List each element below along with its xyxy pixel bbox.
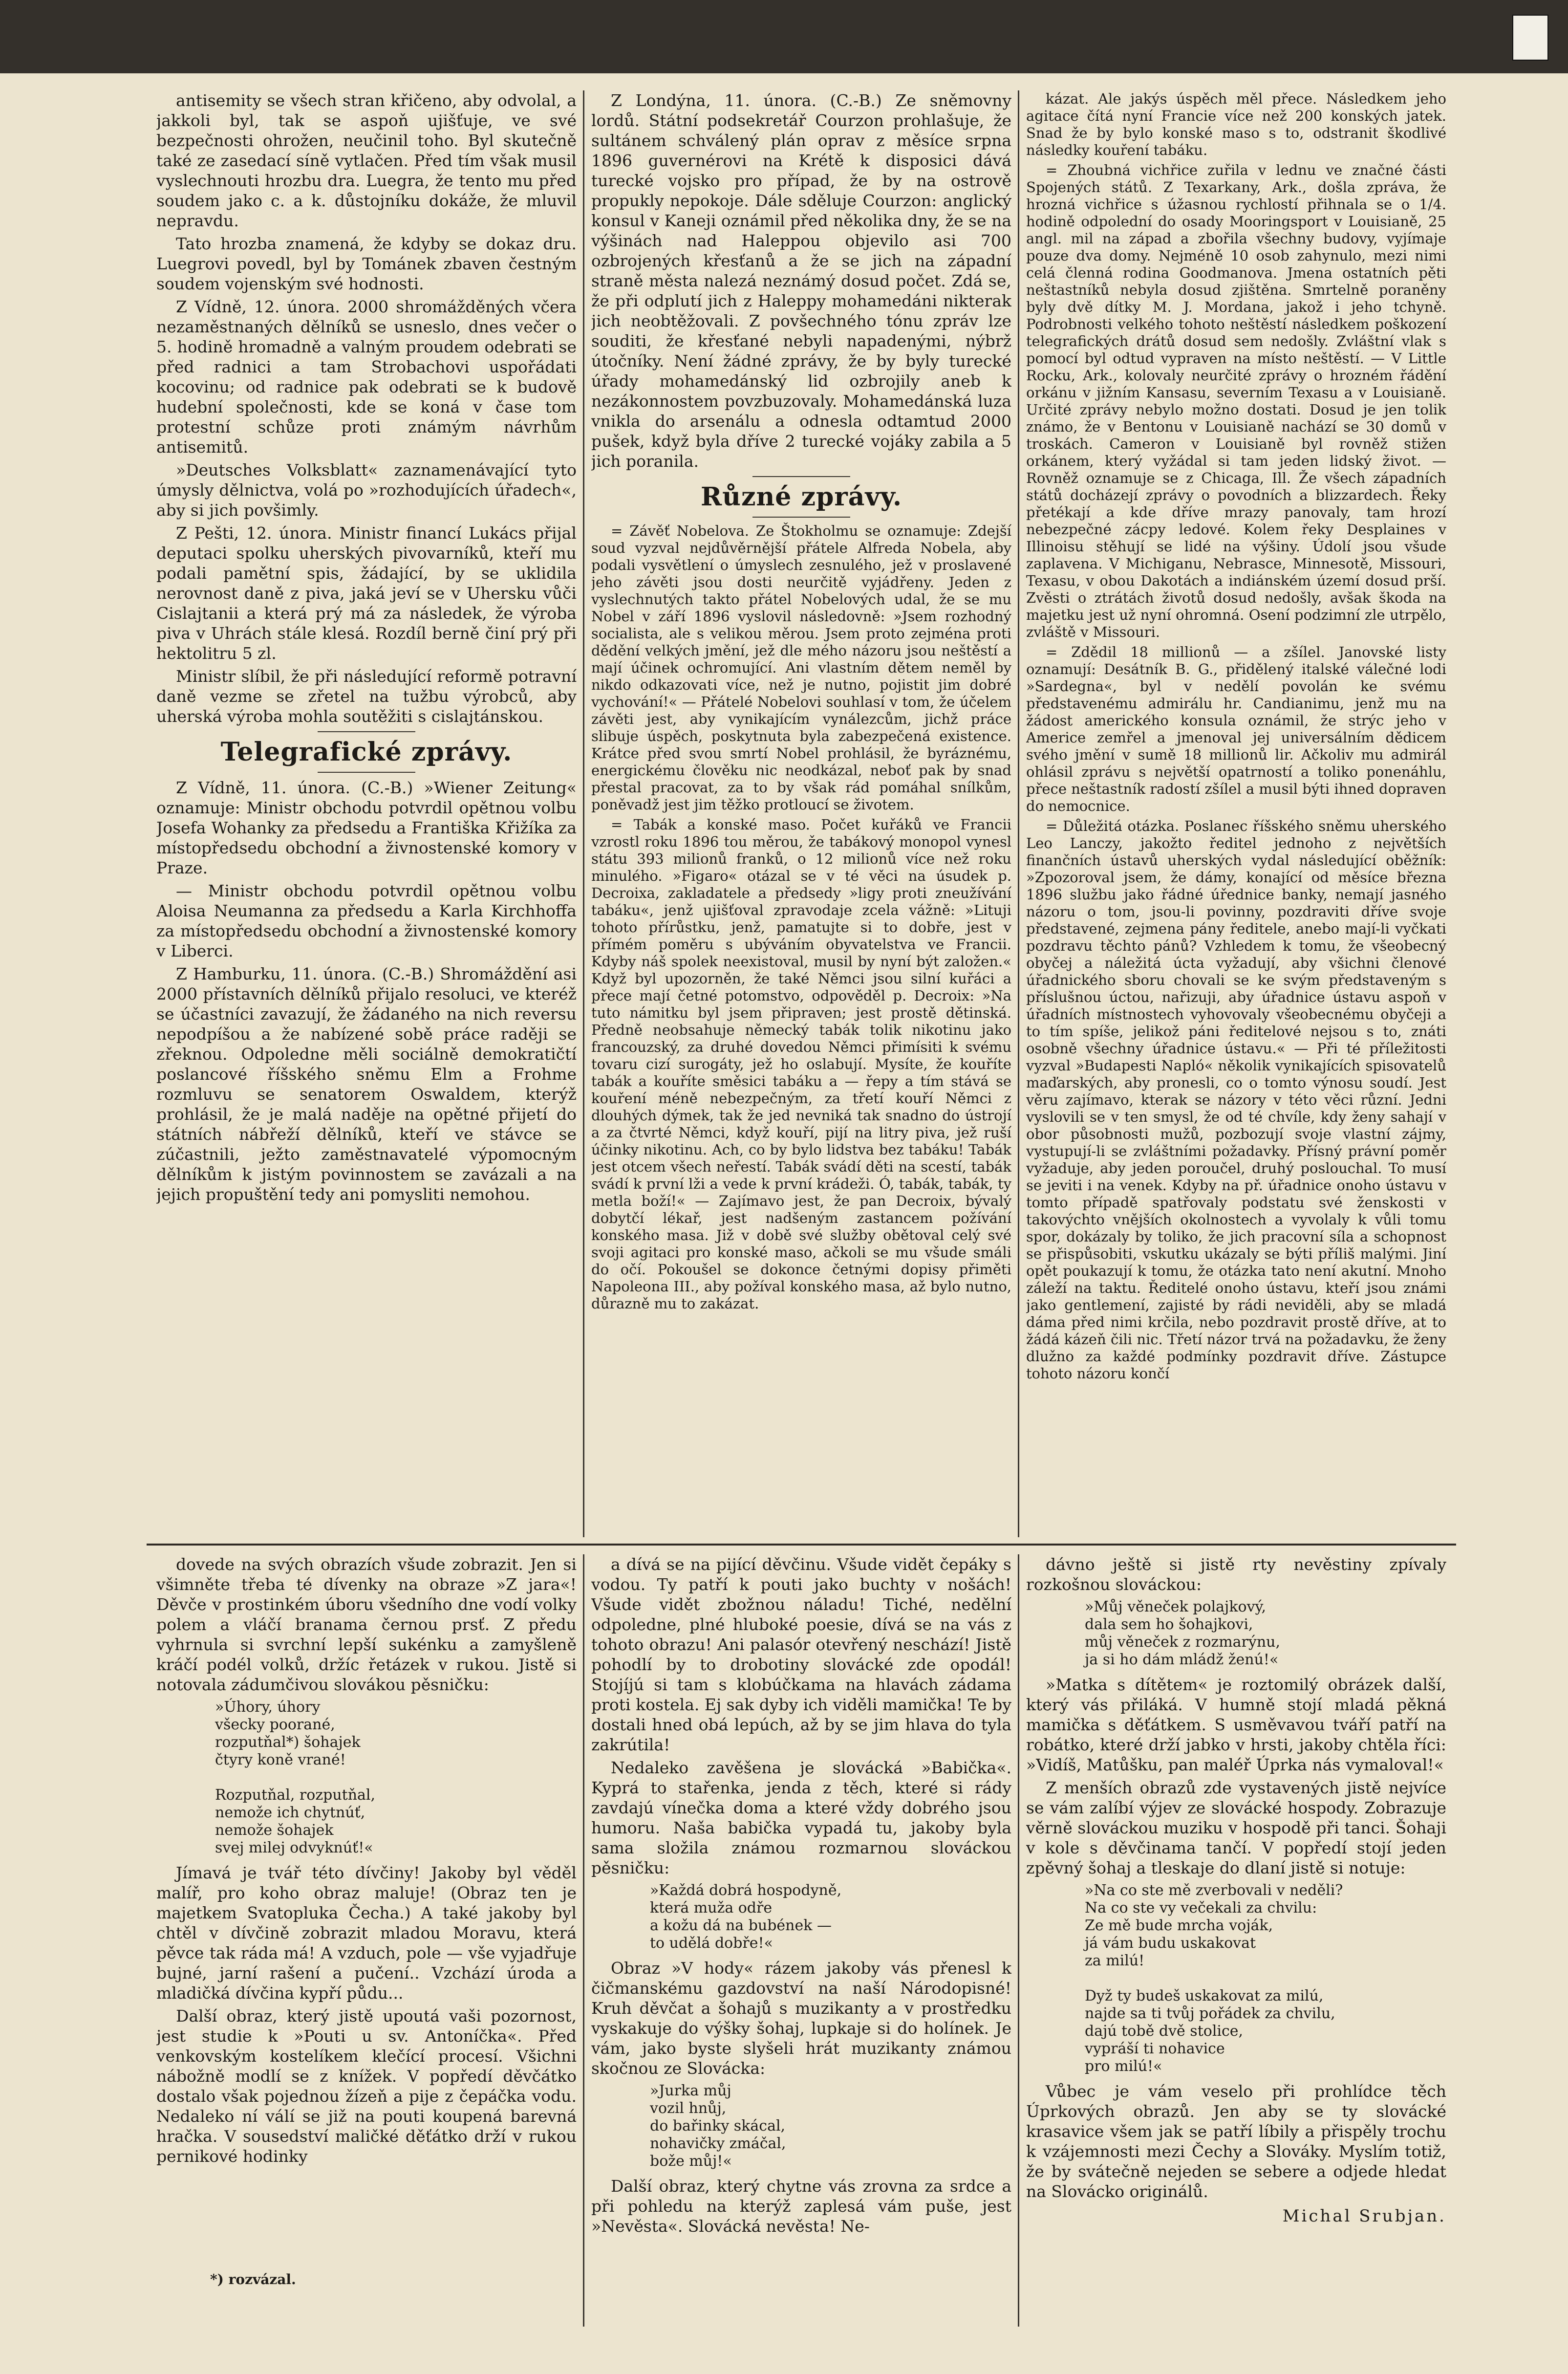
feuilleton-paragraphs-1b: [156, 1863, 577, 2166]
paragraph: a dívá se na pijící děvčinu. Všude vidět čepáky s vodou. Ty patří k pouti jako buchty v nošách! Všude vidět zbožnou náladu! Tiché, nedělní odpoledne, plné hluboké poesie, dívá se na vás z tohoto obrazu! Ani palasór otevřený neschází! Jistě pohodlí by to drobotiny slovácké zde opodál! Stojíjú si tam s klobúčkama na hlavách zádama proti kostela. Ej sak dyby ich viděli mamička! Te by dostali hned obá lepúch, až by se jim hlava do tyla zakrútila!: [591, 1555, 1011, 1754]
divider: [752, 517, 850, 518]
telegraf-paragraphs: [156, 778, 577, 1204]
paragraph: Tato hrozba znamená, že kdyby se dokaz dru. Luegrovi povedl, byl by Tománek zbaven čestným soudem vojenským své hodnosti.: [156, 234, 577, 293]
footnote: *) rozvázal.: [210, 2271, 296, 2287]
ruzne-heading: Různé zprávy.: [700, 482, 902, 512]
feuilleton-paragraphs-2c: [591, 2176, 1011, 2236]
poem-uhory: »Úhory, úhory všecky poorané, rozputňal*) šohajek čtyry koně vrané! Rozputňal, rozputňal, nemože ich chytnúť, nemože šohajek svej milej odvyknúť!«: [215, 1699, 376, 1856]
divider: [318, 731, 415, 732]
news-section: [156, 90, 1446, 1537]
feuilleton-section: [156, 1554, 1446, 2327]
news-column-2: [591, 90, 1011, 1537]
paragraph: Obraz »V hody« rázem jakoby vás přenesl k čičmanskému gazdovství na naší Národopisné! Kruh děvčat a šohajů s muzikanty a v prostředku vyskakuje do výšky šohaj, lupkaje si do holínek. Je vám, jako byste slyšeli hrát muzikanty známou skočnou ze Slovácka:: [591, 1959, 1011, 2078]
feuilleton-column-3: [1026, 1554, 1446, 2327]
scan-target-marker: [1512, 15, 1548, 61]
poem-venecek: »Můj věneček polajkový, dala sem ho šohajkovi, můj věneček z rozmarýnu, ja si ho dám mládž ženú!«: [1085, 1598, 1281, 1668]
poem-zverbovali: »Na co ste mě zverbovali v neděli? Na co ste vy večekali za chvilu: Ze mě bude mrcha voják, já vám budu uskakovat za milú! Dyž ty budeš uskakovat za milú, najde sa ti tvůj pořádek za chvilu, dajú tobě dvě stolice, vypráší ti nohavice pro milú!«: [1085, 1882, 1343, 2075]
feuilleton-paragraphs-3c: [1026, 2081, 1446, 2201]
news-paragraphs-2: [591, 90, 1011, 471]
paragraph: = Zdědil 18 millionů — a zšílel. Janovské listy oznamují: Desátník B. G., přidělený italské válečné lodi »Sardegna«, byl v nedělí povolán ke svému představenému admirálu hr. Candianimu, jenž mu na žádost amerického konsula oznámil, že strýc jeho v Americe zemřel a jmenoval jej universálním dědicem svého jmění v sumě 18 millionů lir. Ačkoliv mu admirál ohlásil zprávu s největší opatrností a toliko ponenáhlu, přece neštastník radostí zšílel a musil býti ihned dopraven do nemocnice.: [1026, 644, 1446, 814]
column-rule: [1018, 90, 1019, 1537]
paragraph: Další obraz, který chytne vás zrovna za srdce a při pohledu na kterýž zaplesá vám puše, jest »Nevěsta«. Slovácká nevěsta! Ne-: [591, 2177, 1011, 2236]
divider: [752, 476, 850, 477]
paragraph: Nedaleko zavěšena je slovácká »Babička«. Kyprá to stařenka, jenda z těch, které si rády zavdajú vínečka doma a které vždy dobrého jsou humoru. Naša babička vypadá tu, jakoby byla sama složila známou rozmarnou slováckou pěsničku:: [591, 1758, 1011, 1877]
ruzne-paragraphs: [591, 523, 1011, 1312]
paragraph: Z Pešti, 12. února. Ministr financí Lukács přijal deputaci spolku uherských pivovarníků, kteří mu podali pamětní spis, žádající, by se uklidila nerovnost daně z piva, jaká jeví se v Uhersku vůči Cislajtanii a která prý má za následek, že výroba piva v Uhrách stále klesá. Rozdíl berně činí prý při hektolitru 5 zl.: [156, 523, 577, 663]
paragraph: »Deutsches Volksblatt« zaznamenávající tyto úmysly dělnictva, volá po »rozhodujících úřadech«, aby si jich povšimly.: [156, 460, 577, 520]
paragraph: Vůbec je vám veselo při prohlídce těch Úprkových obrazů. Jen aby se ty slovácké krasavice všem jak se patří líbily a přispěly trochu k vzájemnosti mezi Čechy a Slováky. Myslím totiž, že by svátečně nejeden se sebere a odjede hledat na Slovácko originálů.: [1026, 2082, 1446, 2201]
paragraph: antisemity se všech stran křičeno, aby odvolal, a jakkoli byl, tak se aspoň ujišťuje, ve své bezpečnosti ohrožen, neučinil toho. Byl skutečně také ze zasedací síně vytlačen. Před tím však musil vyslechnouti hrozbu dra. Luegra, že tento mu před soudem jako c. a k. důstojníku dokáže, že mluvil nepravdu.: [156, 91, 577, 230]
feuilleton-paragraphs-1a: [156, 1554, 577, 1695]
feuilleton-paragraphs-2a: [591, 1554, 1011, 1878]
paragraph: Jímavá je tvář této dívčiny! Jakoby byl věděl malíř, pro koho obraz maluje! (Obraz ten je majetkem Svatopluka Čecha.) A také jakoby byl chtěl v dívčině zobrazit mladou Moravu, která pěvce tak ráda má! A vzduch, pole — vše vyjadřuje bujné, jarní rašení a pučení.. Vzchází úroda a mladičká dívčina kypří půdu...: [156, 1863, 577, 2003]
news-paragraphs-1: [156, 90, 577, 726]
paragraph: = Důležitá otázka. Poslanec říšského sněmu uherského Leo Lanczy, jakožto ředitel jednoho z největších finančních ústavů uherských vydal následující oběžník: »Zpozoroval jsem, že dámy, konající od měsíce března 1896 službu jako řádné úřednice banky, nemají jasného názoru o tom, jsou-li povinny, pozdraviti dříve svoje představené, zejmena pány ředitele, anebo mají-li vyčkati pozdravu těchto pánů? Vzhledem k tomu, že všeobecný obyčej a náležitá úcta vyžadují, aby všichni členové úřadnického sboru chovali se ke svým představeným s příslušnou úctou, nařizuji, aby úřadnice ústavu aspoň v úřadních místnostech vyhovovaly všeobecnému obyčeji a to tím spíše, jelikož páni ředitelové nejsou s to, znáti osobně všechny úřadnice ústavu.« — Při té příležitosti vyzval »Budapesti Napló« několik vynikajících spisovatelů maďarských, aby pronesli, co o tomto výnosu soudí. Jest věru zajímavo, kterak se názory v této věci různí. Jedni vyslovili se v ten smysl, že od té chvíle, kdy ženy sahají v obor působnosti mužů, pozbozují svoje vlastní zájmy, vystupují-li se zvláštními požadavky. Přísný právní poměr vyžaduje, aby jeden poroučel, druhý poslouchal. To musí se jeviti i na venek. Kdyby na př. úřadnice onoho ústavu v tomto případě spatřovaly podstatu své ženskosti v takovýchto vnějších okolnostech a vyvolaly k vůli tomu spor, dokázaly by tolikо, že jich pracovní síla a schopnost se přispůsobiti, vskutku ukázaly se býti příliš malými. Jiní opět poukazují k tomu, že otázka tato není akutní. Mnoho záleží na taktu. Ředitelé onoho ústavu, kteří jsou známi jako gentlemení, zajisté by rádi neviděli, aby se mladá dáma před nimi krčila, nebo pozdravit prostě dříve, at to žádá kázeň čili nic. Třetí názor trvá na požadavku, že ženy dlužno za každé podmínky pozdravit dříve. Zástupce tohoto názoru končí: [1026, 818, 1446, 1382]
paragraph: Další obraz, který jistě upoutá vaši pozornost, jest studie k »Pouti u sv. Antoníčka«. Před venkovským kostelíkem klečící procesí. Všichni nábožně modlí se z knížek. V popředí děvčátko dostalo však pojednou žízeň a pije z čepáčka vodu. Nedaleko ní válí se již na pouti koupená barevná hračka. V sousedství maličké děťátko drží v rukou pernikové hodinky: [156, 2006, 577, 2166]
paragraph: Z menších obrazů zde vystavených jistě nejvíce se vám zalíbí výjev ze slovácké hospody. Zobrazuje věrně slováckou muziku v hospodě při tanci. Šohaji v kole s děvčinama tančí. V popředí stojí jeden zpěvný šohaj a tleskaje do dlaní jistě si notuje:: [1026, 1778, 1446, 1877]
paragraph: — Ministr obchodu potvrdil opětnou volbu Aloisa Neumanna za předsedu a Karla Kirchhoffa za místopředsedu obchodní a živnostenské komory v Liberci.: [156, 881, 577, 960]
feuilleton-rule: [147, 1544, 1456, 1546]
paragraph: Z Londýna, 11. února. (C.-B.) Ze sněmovny lordů. Státní podsekretář Courzon prohlašuje, že sultánem schválený plán oprav z měsíce srpna 1896 guvernérovi na Krétě k disposici dává turecké vojsko pro případ, že by na ostrově propukly nepokoje. Dále sděluje Courzon: anglický konsul v Kaneji oznámil před několika dny, že se na výšinách nad Haleppou objevilo asi 700 ozbrojených křesťanů a že se jich na západní straně města nalezá neznámý dosud počet. Zdá se, že při odplutí jich z Haleppy mohamedáni nikterak jich neobtěžovali. Z povšechného tónu zpráv lze souditi, že křesťané nebyli napadenými, nýbrž útočníky. Není žádné zprávy, že by byly turecké úřady mohamedánský lid ozbrojily aneb k nezákonnostem povzbuzovaly. Mohamedánská luza vnikla do arsenálu a odnesla odtamtud 2000 pušek, když byla dříve 2 turecké vojáky zabila a 5 jich poranila.: [591, 91, 1011, 471]
divider: [318, 772, 415, 773]
paragraph: dovede na svých obrazích všude zobrazit. Jen si všimněte třeba té dívenky na obraze »Z jara«! Děvče v prostinkém úboru všedního dne vodí volky polem a vláčí branama černou prsť. Z předu vyhrnula si svrchní lepší sukénku a zamyšleně kráčí podél volků, držíc řetázek v rukou. Jistě si notovala zádumčivou slovákou pěsničku:: [156, 1555, 577, 1694]
paragraph: Z Vídně, 12. února. 2000 shromážděných včera nezaměstnaných dělníků se usneslo, dnes večer o 5. hodině hromadně a valným proudem odebrati se před radnici a tam Strobachovi uspořádati kocovinu; od radnice pak odebrati se k budově hudební společnosti, kde se koná v čase tom protestní schůze proti známým návrhům antisemitů.: [156, 297, 577, 457]
paragraph: = Tabák a konské maso. Počet kuřáků ve Francii vzrostl roku 1896 tou měrou, že tabákový monopol vynesl státu 393 milionů franků, o 12 milionů více než roku minulého. »Figaro« otázal se v té věci na úsudek p. Decroixa, zakladatele a předsedy »ligy proti zneužívání tabáku«, jenž ujišťoval zpravodaje zcela vážně: »Lituji tohoto přírůstku, jenž, pamatujte si to dobře, jest v přímém poměru s ubýváním obyvatelstva ve Francii. Kdyby náš spolek neexistoval, musil by nyní být založen.« Když byl upozorněn, že také Němci jsou silní kuřáci a přece mají četné potomstvo, odpověděl p. Decroix: »Na tuto námitku byl jsem připraven; jest prostě dětinská. Předně neobsahuje německý tabák tolik nikotinu jako francouzský, za druhé dovedou Němci přimísiti k svému tovaru cizí surogáty, jež ho oslabují. Mysíte, že kouříte tabák a kouříte směsici tabáku a — řepy a tím stává se kouření méně nebezpečným, za třetí kouří Němci z dlouhých dýmek, tak že jed nevniká tak snadno do ústrojí a za čtvrté Němci, když kouří, pijí na litry piva, jež ruší účinky nikotinu. Ach, co by bylo lidstva bez tabáku! Tabák jest otcem všech neřestí. Tabák svádí děti na scestí, tabák svádí k první lži a vede k první krádeži. Ó, tabák, tabák, ty metla boží!« — Zajímavo jest, že pan Decroix, bývalý dobytčí lékař, jest nadšeným zastancem požívání konského masa. Již v době své služby obětoval celý své svoji agitaci pro konské maso, ačkoli se mu všude smáli do očí. Pokoušel se dokonce četnými dopisy přiměti Napoleona III., aby požíval konského masa, až bylo nutno, důrazně mu to zakázat.: [591, 816, 1011, 1312]
feuilleton-column-2: [591, 1554, 1011, 2327]
paragraph: dávno ještě si jistě rty nevěstiny zpívaly rozkošnou slováckou:: [1026, 1555, 1446, 1594]
scan-top-strip: [0, 0, 1568, 73]
paragraph: »Matka s dítětem« je roztomilý obrázek další, který vás přiláká. V humně stojí mladá pěkná mamička s děťátkem. S usměvavou tváří patří na robátko, které drží jabko v hrsti, jakoby chtěla říci: »Vidíš, Matůšku, pan maléř Úprka nás vymaloval!«: [1026, 1675, 1446, 1774]
paragraph: kázat. Ale jakýs úspěch měl přece. Následkem jeho agitace čítá nyní Francie více než 200 konských jatek. Snad že by bylo konské maso s to, odstranit škodlivé následky kouření tabáku.: [1026, 90, 1446, 158]
poem-hospodyne: »Každá dobrá hospodyně, která muža odře a kožu dá na bubének — to udělá dobře!«: [650, 1882, 842, 1952]
paragraph: Z Hamburku, 11. února. (C.-B.) Shromáždění asi 2000 přístavních dělníků přijalo resoluci, ve kteréž se účastníci zavazují, že žádaného na nich reversu nepodpíšou a že nabízené sobě práce raději se zřeknou. Odpoledne měli sociálně demokratičtí poslancové říšského sněmu Elm a Frohme rozmluvu se senatorem Oswaldem, kterýž prohlásil, že je malá naděje na opětné přijetí do státních nábřeží dělníků, kteří ve stávce se zúčastnili, ježto zaměstnavatelé výpomocným dělníkům k jistým povinnostem se zavázali a na jejich propuštění tedy ani pomysliti nemohou.: [156, 964, 577, 1204]
author-signature: Michal Srubjan.: [1282, 2206, 1446, 2226]
telegraf-heading: Telegrafické zprávy.: [220, 737, 513, 767]
poem-jurka: »Jurka můj vozil hnůj, do bařinky skácal, nohavičky zmáčal, bože můj!«: [650, 2082, 786, 2170]
paragraph: = Zhoubná vichřice zuřila v lednu ve značné části Spojených států. Z Texarkany, Ark., došla zpráva, že hrozná vichřice s úžasnou rychlostí přihnala se o 1/4. hodině odpolední do osady Mooringsport v Louisianě, 25 angl. mil na západ a zbořila všechny budovy, vyjímaje pouze dva domy. Nejméně 10 osob zahynulo, mezi nimi celá členná rodina Goodmanova. Jmena ostatních pěti neštastníků nebyla dosud zjištěna. Smrtelně poraněny byly dvě dítky M. J. Mordana, jakož i jeho tchyně. Podrobnosti velkého tohoto neštěstí následkem poškození telegrafických drátů dosud sem nedošly. Zvláštní vlak s pomocí byl odtud vypraven na místo neštěstí. — V Little Rocku, Ark., kolovaly neurčité zprávy o hrozném řádění orkánu v jižním Kansasu, severním Texasu a v Louisianě. Určité zprávy nebylo možno dostati. Dosud je jen tolik známo, že v Bentonu v Louisianě nachází se 30 domů v troskách. Cameron v Louisianě byl rovněž stižen orkánem, který vyžádal si tam jeden lidský život. — Rovněž oznamuje se z Chicaga, Ill. Že všech západních států docházejí zprávy o povodních a blizzardech. Řeky přetékají a kde dříve mrazy panovaly, tam hrozí nebezpečné zácpy ledové. Kolem řeky Desplaines v Illinoisu stěhují se lidé na výšiny. Údolí jsou všude zaplavena. V Michiganu, Nebrasce, Minnesotě, Missouri, Texasu, v obou Dakotách a indiánském území dosud prší. Zvěsti o ztrátách životů dosud nedošly, avšak škoda na majetku jest už nyní ohromná. Osení podzimní zle utrpělo, zvláště v Missouri.: [1026, 162, 1446, 640]
news-paragraphs-3: [1026, 90, 1446, 1382]
column-rule: [583, 1554, 584, 2327]
paragraph: = Závěť Nobelova. Ze Štokholmu se oznamuje: Zdejší soud vyzval nejdůvěrnější přátele Alfreda Nobela, aby podali vysvětlení o úmyslech zesnulého, jež v proslavené jeho závěti jsou dosti neurčitě vyjádřeny. Jeden z vyslechnutých takto přátel Nobelových udal, že se mu Nobel v září 1896 vyslovil následovně: »Jsem rozhodný socialista, ale s velikou měrou. Jsem proto zejména proti dědění velkých jmění, jež dle mého názoru jsou neštěstí a mají účinek ochromující. Ani vlastním dětem neměl by nikdo odkazovati více, než je nutno, pojistit jim dobré vychování!« — Přátelé Nobelovi souhlasí v tom, že účelem závěti jest, aby vynikajícím vynálezcům, jichž práce slibuje úspěch, poskytnuta byla zabezpečená existence. Krátce před svou smrtí Nobel prohlásil, že byráznému, energickému člověku nic neodkázal, neboť pak by snad přestal pracovat, za to by však rád pomáhal snílkům, poněvadž jest jim těžko protloucí se životem.: [591, 523, 1011, 813]
column-rule: [583, 90, 584, 1537]
feuilleton-paragraphs-3a: [1026, 1554, 1446, 1594]
feuilleton-paragraphs-3b: [1026, 1675, 1446, 1878]
paragraph: Z Vídně, 11. února. (C.-B.) »Wiener Zeitung« oznamuje: Ministr obchodu potvrdil opětnou volbu Josefa Wohanky za předsedu a Františka Křižíka za místopředsedu obchodní a živnostenské komory v Praze.: [156, 778, 577, 877]
news-column-1: [156, 90, 577, 1537]
feuilleton-paragraphs-2b: [591, 1958, 1011, 2078]
news-column-3: [1026, 90, 1446, 1537]
column-rule: [1018, 1554, 1019, 2327]
paragraph: Ministr slíbil, že při následující reformě potravní daně vezme se zřetel na tužbu výrobců, aby uherská výroba mohla soutěžiti s cislajtánskou.: [156, 667, 577, 726]
feuilleton-column-1: [156, 1554, 577, 2327]
